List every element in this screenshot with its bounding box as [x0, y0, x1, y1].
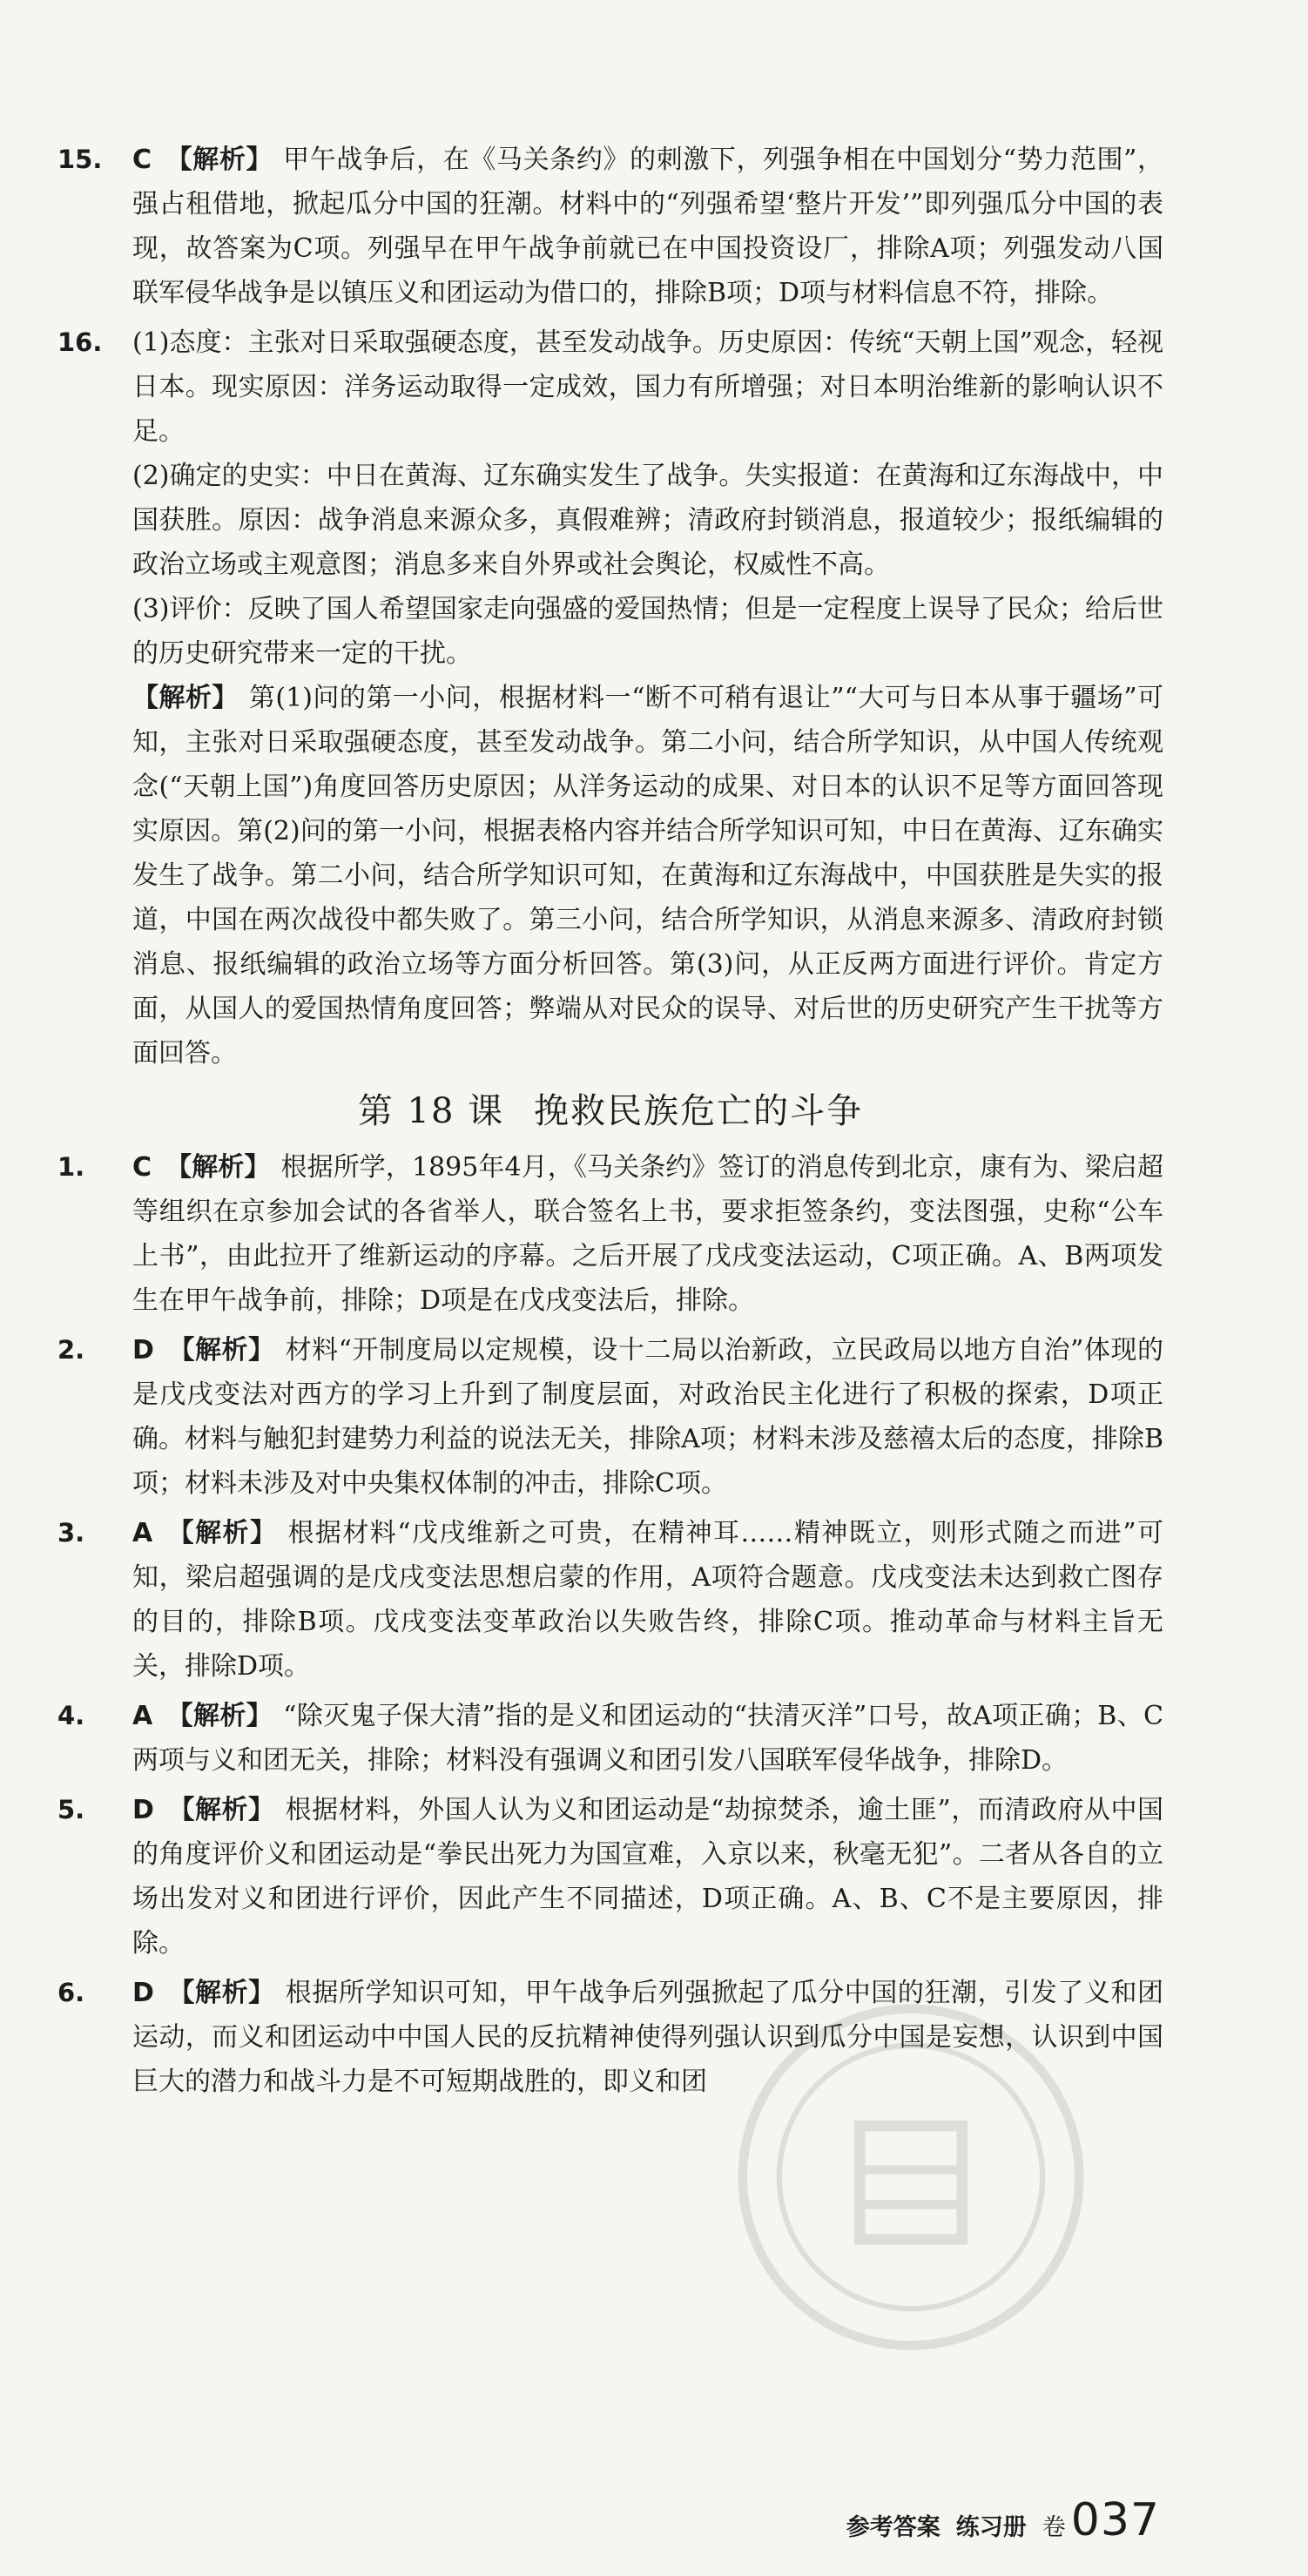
question-number: 16.: [57, 327, 103, 357]
analysis-tag: 【解析】: [132, 683, 239, 713]
answer-item-16: [57, 320, 1163, 1076]
answer-item-15: [57, 138, 1163, 315]
analysis-tag: 【解析】: [166, 1518, 278, 1548]
analysis-text: 甲午战争后，在《马关条约》的刺激下，列强争相在中国划分“势力范围”，强占租借地，掀起瓜分中国的狂潮。材料中的“列强希望‘整片开发’”即列强瓜分中国的表现，故答案为C项。列强早在甲午战争前就已在中国投资设厂，排除A项；列强发动八国联军侵华战争是以镇压义和团运动为借口的，排除B项；D项与材料信息不符，排除。: [132, 145, 1164, 308]
footer-reference-label: 参考答案: [846, 2514, 941, 2541]
answer-content: [57, 138, 1163, 2104]
answer-text: [132, 138, 1163, 315]
footer-book-label: 练习册: [955, 2514, 1027, 2541]
analysis-text: 根据所学知识可知，甲午战争后列强掀起了瓜分中国的狂潮，引发了义和团运动，而义和团运动中中国人民的反抗精神使得列强认识到瓜分中国是妄想，认识到中国巨大的潜力和战斗力是不可短期战胜的，即义和团: [132, 1978, 1164, 2097]
answer-letter: C: [132, 1152, 152, 1183]
analysis-text: 根据材料“戊戌维新之可贵，在精神耳……精神既立，则形式随之而进”可知，梁启超强调的是戊戌变法思想启蒙的作用，A项符合题意。戊戌变法未达到救亡图存的目的，排除B项。戊戌变法变革政治以失败告终，排除C项。推动革命与材料主旨无关，排除D项。: [132, 1518, 1164, 1682]
answer-item-3: [57, 1511, 1163, 1689]
answer-part-1: (1)态度：主张对日采取强硬态度，甚至发动战争。历史原因：传统“天朝上国”观念，轻视日本。现实原因：洋务运动取得一定成效，国力有所增强；对日本明治维新的影响认识不足。: [132, 327, 1163, 447]
answer-part-2: (2)确定的史实：中日在黄海、辽东确实发生了战争。失实报道：在黄海和辽东海战中，中国获胜。原因：战争消息来源众多，真假难辨；清政府封锁消息，报道较少；报纸编辑的政治立场或主观意图；消息多来自外界或社会舆论，权威性不高。: [132, 461, 1163, 580]
answer-text: [132, 1511, 1163, 1689]
answer-letter: D: [132, 1335, 154, 1366]
answer-item-6: [57, 1971, 1163, 2104]
analysis-text: 根据所学，1895年4月，《马关条约》签订的消息传到北京，康有为、梁启超等组织在京参加会试的各省举人，联合签名上书，要求拒签条约，变法图强，史称“公车上书”，由此拉开了维新运动的序幕。之后开展了戊戌变法运动，C项正确。A、B两项发生在甲午战争前，排除；D项是在戊戌变法后，排除。: [132, 1152, 1164, 1316]
answer-letter: A: [132, 1518, 153, 1548]
answer-item-5: [57, 1788, 1163, 1966]
analysis-tag: 【解析】: [167, 1335, 275, 1366]
question-number: 1.: [57, 1152, 85, 1182]
answer-item-1: [57, 1145, 1163, 1323]
question-number: 3.: [57, 1518, 85, 1548]
question-number: 4.: [57, 1701, 85, 1730]
answer-text: [132, 1694, 1163, 1783]
answer-text: [132, 1971, 1163, 2104]
answer-item-4: [57, 1694, 1163, 1783]
footer-volume-label: 卷: [1042, 2514, 1066, 2541]
analysis-text: 根据材料，外国人认为义和团运动是“劫掠焚杀，逾土匪”，而清政府从中国的角度评价义和团运动是“拳民出死力为国宣难，入京以来，秋毫无犯”。二者从各自的立场出发对义和团进行评价，因此产生不同描述，D项正确。A、B、C不是主要原因，排除。: [132, 1795, 1163, 1959]
answer-letter: A: [132, 1701, 153, 1731]
answer-letter: D: [132, 1978, 154, 2008]
answer-item-2: [57, 1328, 1163, 1506]
page-number: 037: [1070, 2494, 1160, 2546]
question-number: 6.: [57, 1978, 85, 2007]
page-footer: [846, 2494, 1160, 2546]
lesson-heading: [57, 1086, 1163, 1136]
lesson-title: 挽救民族危亡的斗争: [534, 1091, 864, 1131]
answer-letter: C: [132, 145, 152, 175]
answer-analysis: [132, 676, 1163, 1076]
lesson-number: 第 18 课: [357, 1091, 505, 1131]
answer-text: [132, 1328, 1163, 1506]
analysis-tag: 【解析】: [165, 145, 273, 175]
answer-part-3: (3)评价：反映了国人希望国家走向强盛的爱国热情；但是一定程度上误导了民众；给后世的历史研究带来一定的干扰。: [132, 594, 1163, 669]
analysis-tag: 【解析】: [167, 1795, 275, 1825]
analysis-text: 材料“开制度局以定规模，设十二局以治新政，立民政局以地方自治”体现的是戊戌变法对西方的学习上升到了制度层面，对政治民主化进行了积极的探索，D项正确。材料与触犯封建势力利益的说法无关，排除A项；材料未涉及慈禧太后的态度，排除B项；材料未涉及对中央集权体制的冲击，排除C项。: [132, 1335, 1163, 1499]
analysis-text: 第(1)问的第一小问，根据材料一“断不可稍有退让”“大可与日本从事于疆场”可知，主张对日采取强硬态度，甚至发动战争。第二小问，结合所学知识，从中国人传统观念(“天朝上国”)角度回答历史原因；从洋务运动的成果、对日本的认识不足等方面回答现实原因。第(2)问的第一小问，根据表格内容并结合所学知识可知，中日在黄海、辽东确实发生了战争。第二小问，结合所学知识可知，在黄海和辽东海战中，中国获胜是失实的报道，中国在两次战役中都失败了。第三小问，结合所学知识，从消息来源多、清政府封锁消息、报纸编辑的政治立场等方面分析回答。第(3)问，从正反两方面进行评价。肯定方面，从国人的爱国热情角度回答；弊端从对民众的误导、对后世的历史研究产生干扰等方面回答。: [132, 683, 1164, 1069]
analysis-tag: 【解析】: [167, 1978, 275, 2008]
answer-text: [132, 1788, 1163, 1966]
analysis-tag: 【解析】: [166, 1701, 273, 1731]
question-number: 5.: [57, 1795, 85, 1824]
analysis-text: “除灭鬼子保大清”指的是义和团运动的“扶清灭洋”口号，故A项正确；B、C两项与义和团无关，排除；材料没有强调义和团引发八国联军侵华战争，排除D。: [132, 1701, 1164, 1776]
question-number: 2.: [57, 1335, 85, 1365]
question-number: 15.: [57, 145, 103, 174]
answer-text: [132, 1145, 1163, 1323]
analysis-tag: 【解析】: [165, 1152, 271, 1183]
answer-letter: D: [132, 1795, 154, 1825]
